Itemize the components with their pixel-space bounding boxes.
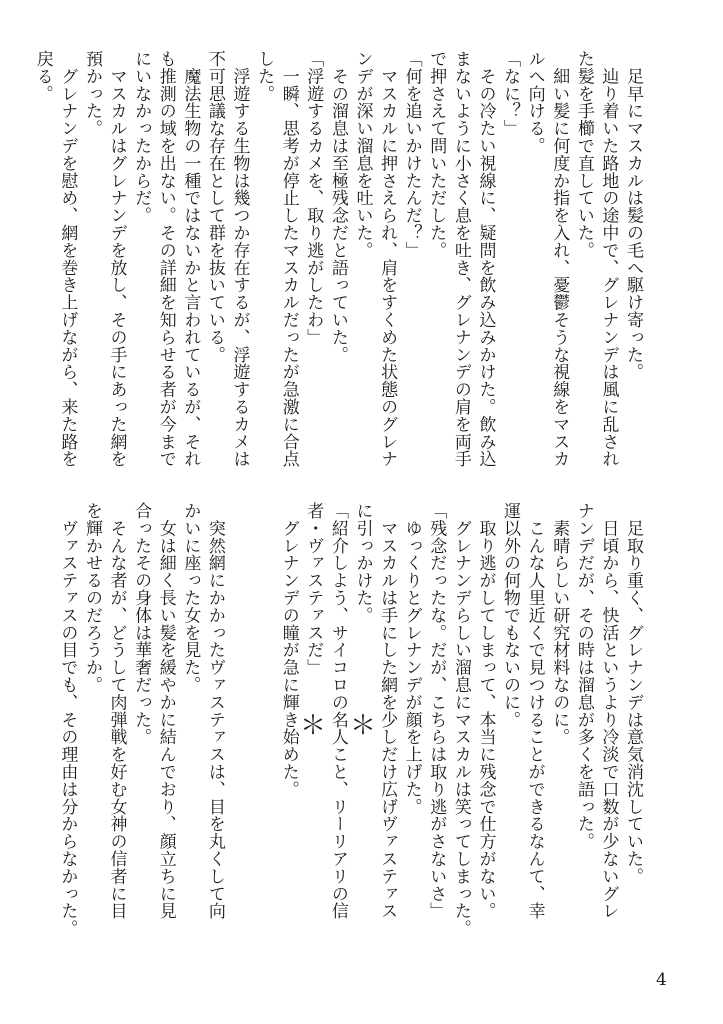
text-line: で押さえて問いただした。 — [426, 50, 447, 259]
text-line: 辿り着いた路地の途中で、グレナンデは風に乱され — [598, 50, 619, 468]
text-line: 足早にマスカルは髪の毛へ駆け寄った。 — [623, 50, 643, 381]
text-line: 運以外の何物でもないのに。 — [500, 502, 521, 729]
text-line: そんな者が、どうして肉弾戦を好む女神の信者に目 — [106, 502, 127, 920]
text-line: 素晴らしい研究材料なのに。 — [549, 502, 570, 746]
text-line: こんな人里近くで見つけることができるなんて、幸 — [524, 502, 545, 920]
page-number: 4 — [656, 970, 667, 990]
text-line: 細い髪に何度か指を入れ、憂鬱そうな視線をマスカ — [549, 50, 570, 468]
text-line: を輝かせるのだろうか。 — [81, 502, 102, 694]
text-line — [252, 502, 277, 942]
text-line: 日頃から、快活というより冷淡で口数が少ないグレ — [598, 502, 619, 920]
text-line: した。 — [254, 50, 275, 103]
text-line: 預かった。 — [81, 50, 102, 137]
text-line: まないように小さく息を吐き、グレナンデの肩を両手 — [450, 50, 471, 468]
text-line: 合ったその身体は華奢だった。 — [131, 502, 152, 746]
text-line: 「何を追いかけたんだ？」 — [401, 50, 422, 259]
text-line: マスカルはグレナンデを放し、その手にあった網を — [106, 50, 127, 468]
text-line: た髪を手櫛で直していた。 — [573, 50, 594, 259]
text-line: にいなかったからだ。 — [131, 50, 152, 224]
text-line: 「残念だったな。だが、こちらは取り逃がさないさ」 — [426, 502, 447, 920]
text-line: 取り逃がしてしまって、本当に残念で仕方がない。 — [475, 502, 496, 920]
text-line: 者・ヴァステァスだ」 — [303, 502, 324, 676]
text-line: ヴァステァスの目でも、その理由は分からなかった。 — [57, 502, 78, 937]
text-line: ンデが深い溜息を吐いた。 — [352, 50, 373, 259]
text-line: ゆっくりとグレナンデが顔を上げた。 — [401, 502, 422, 816]
top-text-section — [30, 50, 645, 480]
text-line: 女は細く長い髪を緩やかに結んでおり、顔立ちに見 — [155, 502, 176, 920]
text-line: グレナンデらしい溜息にマスカルは笑ってしまった。 — [450, 502, 471, 937]
text-line: に引っかけた。 — [352, 502, 373, 624]
text-line: マスカルは手にした網を少しだけ広げヴァステァス — [377, 502, 398, 920]
text-line: 魔法生物の一種ではないかと言われているが、それ — [180, 50, 201, 468]
text-line: グレナンデを慰め、網を巻き上げながら、来た路を — [57, 50, 78, 468]
text-line: も推測の域を出ない。その詳細を知らせる者が今まで — [155, 50, 176, 468]
text-line: ルへ向ける。 — [524, 50, 545, 155]
text-line: マスカルに押さえられ、肩をすくめた状態のグレナ — [377, 50, 398, 468]
text-line: グレナンデの瞳が急に輝き始めた。 — [278, 502, 299, 798]
text-line: その冷たい視線に、疑問を飲み込みかけた。飲み込 — [475, 50, 496, 468]
text-line: その溜息は至極残念だと語っていた。 — [327, 50, 348, 364]
text-line: 戻る。 — [32, 50, 53, 103]
text-line: ナンデだが、その時は溜息が多くを語った。 — [573, 502, 594, 850]
text-line: 不可思議な存在として群を抜いている。 — [204, 50, 225, 364]
text-line: 浮遊する生物は幾つか存在するが、浮遊するカメは — [229, 50, 250, 468]
text-line: 「なに？」 — [500, 50, 521, 137]
text-line — [227, 502, 252, 942]
text-line: 「紹介しよう、サイコロの名人こと、リーリアリの信 — [327, 502, 348, 920]
text-line: 足取り重く、グレナンデは意気消沈していた。 — [623, 502, 643, 885]
text-line: かいに座った女を見た。 — [180, 502, 201, 694]
section-divider: ＊＊ — [300, 711, 401, 741]
text-line: 「浮遊するカメを、取り逃がしたわ」 — [303, 50, 324, 346]
text-line: 一瞬、思考が停止したマスカルだったが急激に合点 — [278, 50, 299, 468]
text-line: 突然網にかかったヴァステァスは、目を丸くして向 — [204, 502, 225, 920]
